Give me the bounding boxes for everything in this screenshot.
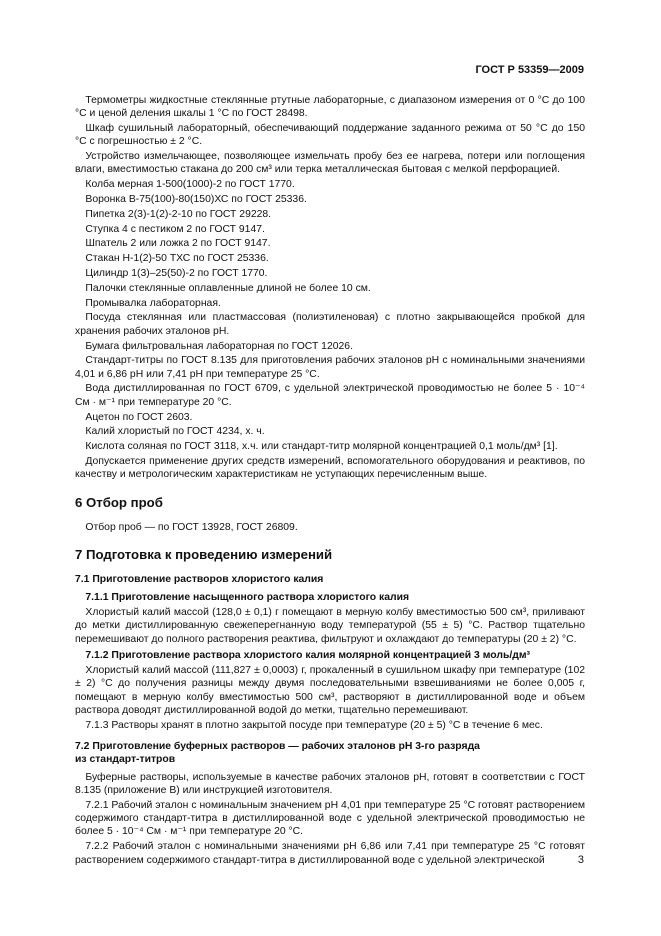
list-item: Воронка В-75(100)-80(150)ХС по ГОСТ 25336.: [85, 194, 307, 206]
document-id: ГОСТ Р 53359—2009: [475, 64, 584, 76]
section-6-title: 6 Отбор проб: [75, 494, 163, 510]
list-item: Ступка 4 с пестиком 2 по ГОСТ 9147.: [85, 223, 265, 235]
list-item: Шкаф сушильный лабораторный, обеспечивающий поддержание заданного режима от 50 °С до 150 °С с погрешностью ± 2 °С.: [75, 123, 585, 148]
subsection-7-2-1-text: 7.2.1 Рабочий эталон с номинальным значением рН 4,01 при температуре 25 °С готовят растворением содержимого стандарт-титра в дистиллированной воде с удельной электрической проводимостью не более 5 · 10⁻⁴ См · м⁻¹ при температуре 20 °С.: [75, 799, 585, 838]
subsection-7-2-title-line2: из стандарт-титров: [75, 754, 176, 766]
subsection-7-2-2-text: 7.2.2 Рабочий эталон с номинальными значениями рН 6,86 или 7,41 при температуре 25 °С готовят растворением содержимого стандарт-титра в дистиллированной воде с удельной электрической: [75, 841, 585, 866]
list-item: Стакан Н-1(2)-50 ТХС по ГОСТ 25336.: [85, 253, 269, 265]
list-item: Цилиндр 1(3)–25(50)-2 по ГОСТ 1770.: [85, 268, 268, 280]
list-item: Стандарт-титры по ГОСТ 8.135 для приготовления рабочих эталонов рН с номинальными значениями 4,01 и 6,86 рН или 7,41 рН при температуре 25 °С.: [75, 355, 585, 380]
list-item: Бумага фильтровальная лабораторная по ГОСТ 12026.: [85, 340, 353, 352]
list-item: Вода дистиллированная по ГОСТ 6709, с удельной электрической проводимостью не более 5 · 10⁻⁴ См · м⁻¹ при температуре 20 °С.: [75, 383, 585, 408]
subsection-7-1-2-title: 7.1.2 Приготовление раствора хлористого калия молярной концентрацией 3 моль/дм³: [85, 649, 530, 661]
list-item: Термометры жидкостные стеклянные ртутные лабораторные, с диапазоном измерения от 0 °С до 100 °С и ценой деления шкалы 1 °С по ГОСТ 28498.: [75, 95, 585, 120]
equipment-list: [75, 94, 585, 482]
list-item: Шпатель 2 или ложка 2 по ГОСТ 9147.: [85, 238, 271, 250]
section-7-title: 7 Подготовка к проведению измерений: [75, 547, 333, 563]
subsection-7-1-1-title: 7.1.1 Приготовление насыщенного раствора хлористого калия: [85, 591, 410, 603]
page-number: 3: [577, 854, 584, 866]
list-item: Кислота соляная по ГОСТ 3118, х.ч. или стандарт-титр молярной концентрацией 0,1 моль/дм³ [1].: [85, 441, 558, 453]
subsection-7-1-3-text: 7.1.3 Растворы хранят в плотно закрытой посуде при температуре (20 ± 5) °С в течение 6 мес.: [85, 719, 543, 731]
subsection-7-1-2-text: Хлористый калий массой (111,827 ± 0,0003) г, прокаленный в сушильном шкафу при температуре (102 ± 2) °С до получения разницы между двумя последовательными взвешиваниями не более 0,005 г, помещают в мерную колбу вместимостью 500 см³, растворяют в дистиллированной воде и объем раствора доводят дистиллированной водой до метки, тщательно перемешивают.: [75, 665, 585, 717]
list-item: Допускается применение других средств измерений, вспомогательного оборудования и реактивов, по качеству и метрологическим характеристикам не уступающих перечисленным выше.: [75, 455, 585, 481]
list-item: Колба мерная 1-500(1000)-2 по ГОСТ 1770.: [85, 179, 295, 191]
subsection-7-1-title: 7.1 Приготовление растворов хлористого калия: [75, 574, 324, 586]
list-item: Промывалка лабораторная.: [85, 297, 221, 309]
list-item: Устройство измельчающее, позволяющее измельчать пробу без ее нагрева, потери или поглощения влаги, вместимостью стакана до 200 см³ или терка металлическая бытовая с мелкой перфорацией.: [75, 151, 585, 176]
page-content: [75, 94, 585, 868]
subsection-7-2-title: [75, 740, 585, 767]
list-item: Посуда стеклянная или пластмассовая (полиэтиленовая) с плотно закрывающейся пробкой для хранения рабочих эталонов рН.: [75, 312, 585, 337]
subsection-7-2-title-line1: 7.2 Приготовление буферных растворов — рабочих эталонов рН 3-го разряда: [75, 741, 480, 753]
subsection-7-1-1-text: Хлористый калий массой (128,0 ± 0,1) г помещают в мерную колбу вместимостью 500 см³, приливают до метки дистиллированную свежеперегнанную воду температурой (55 ± 5) °С. Раствор тщательно перемешивают до полного растворения реактива, фильтруют и охлаждают до температуры (20 ± 2) °С.: [75, 607, 585, 645]
list-item: Палочки стеклянные оплавленные длиной не более 10 см.: [85, 282, 371, 294]
list-item: Пипетка 2(3)-1(2)-2-10 по ГОСТ 29228.: [85, 208, 272, 220]
list-item: Калий хлористый по ГОСТ 4234, х. ч.: [85, 426, 265, 438]
subsection-7-2-text: Буферные растворы, используемые в качестве рабочих эталонов рН, готовят в соответствии с ГОСТ 8.135 (приложение В) или инструкцией изготовителя.: [75, 771, 585, 797]
section-6-text: Отбор проб — по ГОСТ 13928, ГОСТ 26809.: [85, 521, 298, 533]
list-item: Ацетон по ГОСТ 2603.: [85, 411, 193, 423]
